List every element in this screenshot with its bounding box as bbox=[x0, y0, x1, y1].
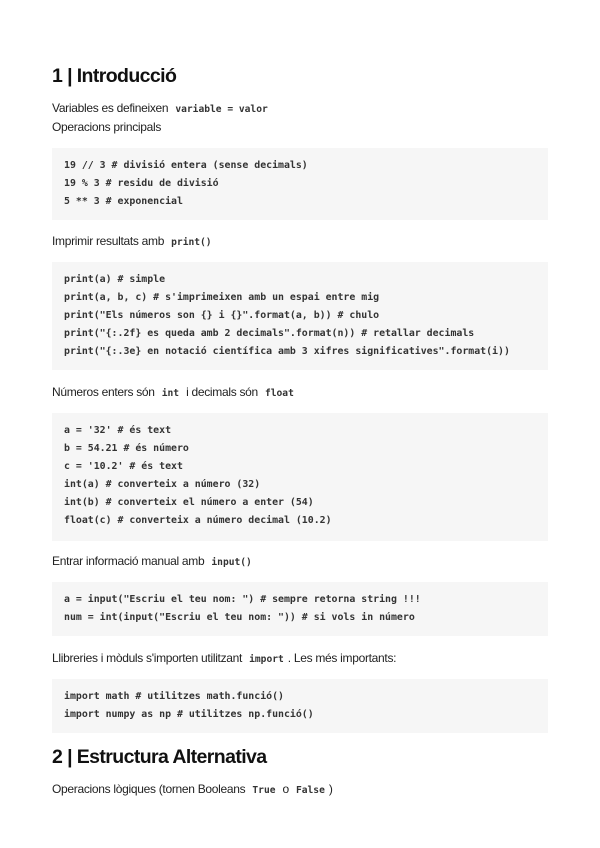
section-2-title: 2 | Estructura Alternativa bbox=[52, 746, 267, 768]
text: Llibreries i mòduls s'importen utilitzant bbox=[52, 651, 243, 665]
text: Entrar informació manual amb bbox=[52, 554, 205, 568]
text: i decimals són bbox=[186, 385, 258, 399]
text: . Les més importants: bbox=[287, 651, 397, 665]
text: ) bbox=[328, 782, 333, 796]
code-line: print(a) # simple bbox=[64, 274, 166, 285]
code-line: print("Els números son {} i {}".format(a, b)) # chulo bbox=[64, 310, 380, 321]
paragraph-print bbox=[52, 233, 216, 251]
section-1-title: 1 | Introducció bbox=[52, 65, 177, 87]
code-line: print("{:.3e} en notació científica amb 3 xifres significatives".format(i)) bbox=[64, 346, 510, 357]
code-line: float(c) # converteix a número decimal (10.2) bbox=[64, 515, 332, 526]
code-line: num = int(input("Escriu el teu nom: ")) # si vols in número bbox=[64, 612, 415, 623]
code-block-imports bbox=[52, 679, 548, 733]
paragraph-variables bbox=[52, 100, 272, 118]
inline-code: print() bbox=[171, 237, 212, 248]
inline-code: int bbox=[161, 388, 180, 399]
code-line: 19 % 3 # residu de divisió bbox=[64, 178, 219, 189]
code-line: 5 ** 3 # exponencial bbox=[64, 196, 183, 207]
code-line: a = input("Escriu el teu nom: ") # sempre retorna string !!! bbox=[64, 594, 421, 605]
text: Números enters són bbox=[52, 385, 155, 399]
inline-code: True bbox=[252, 785, 276, 796]
code-block-print bbox=[52, 262, 548, 370]
code-line: print(a, b, c) # s'imprimeixen amb un espai entre mig bbox=[64, 292, 380, 303]
inline-code: False bbox=[295, 785, 325, 796]
text: Operacions lògiques (tornen Booleans bbox=[52, 782, 246, 796]
paragraph-libraries bbox=[52, 650, 396, 668]
code-line: 19 // 3 # divisió entera (sense decimals) bbox=[64, 160, 308, 171]
code-block-types bbox=[52, 413, 548, 541]
paragraph-logic bbox=[52, 781, 333, 799]
code-block-operations bbox=[52, 148, 548, 220]
code-line: c = '10.2' # és text bbox=[64, 461, 183, 472]
code-line: import numpy as np # utilitzes np.funció() bbox=[64, 709, 314, 720]
paragraph-operations: Operacions principals bbox=[52, 120, 162, 134]
code-line: int(a) # converteix a número (32) bbox=[64, 479, 261, 490]
code-line: import math # utilitzes math.funció() bbox=[64, 691, 284, 702]
code-line: print("{:.2f} es queda amb 2 decimals".format(n)) # retallar decimals bbox=[64, 328, 475, 339]
code-block-input bbox=[52, 582, 548, 636]
text: o bbox=[282, 782, 289, 796]
inline-code: import bbox=[249, 654, 284, 665]
paragraph-input bbox=[52, 553, 256, 571]
inline-code: float bbox=[264, 388, 294, 399]
text: Variables es defineixen bbox=[52, 101, 169, 115]
inline-code: input() bbox=[211, 557, 252, 568]
inline-code: variable = valor bbox=[175, 104, 268, 115]
paragraph-types bbox=[52, 384, 298, 402]
code-line: a = '32' # és text bbox=[64, 425, 172, 436]
code-line: int(b) # converteix el número a enter (54) bbox=[64, 497, 314, 508]
code-line: b = 54.21 # és número bbox=[64, 443, 189, 454]
text: Imprimir resultats amb bbox=[52, 234, 165, 248]
